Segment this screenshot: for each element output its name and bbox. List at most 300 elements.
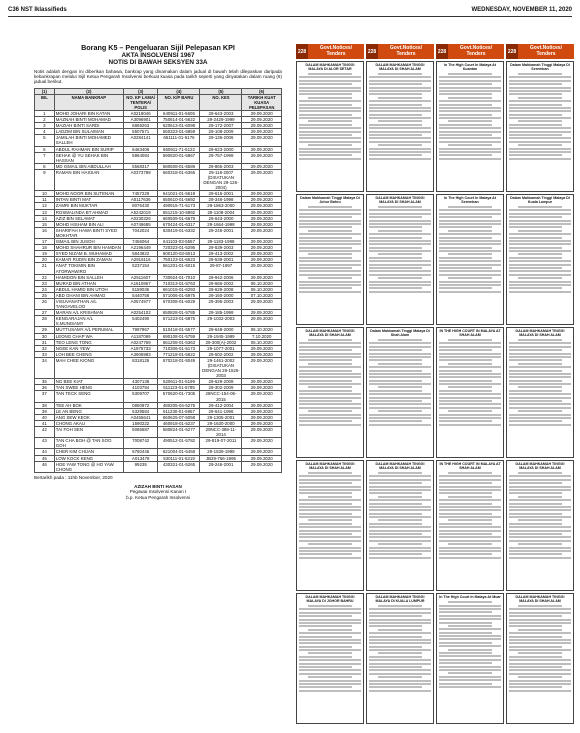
text-line	[448, 230, 491, 232]
legal-notice	[366, 194, 434, 325]
text-line	[518, 339, 561, 341]
text-line	[439, 662, 492, 664]
text-line	[439, 420, 492, 422]
section-label-line: Tenders	[466, 50, 486, 57]
text-line	[369, 281, 431, 283]
text-line	[369, 646, 422, 648]
text-line	[369, 420, 422, 422]
column-header: TARIKH KUAT KUASA PELEPASAN	[242, 94, 282, 110]
text-line	[378, 277, 421, 279]
table-cell: 29-1183-1998	[200, 239, 242, 245]
text-line	[509, 76, 571, 78]
text-line	[509, 274, 571, 276]
text-line	[369, 499, 431, 501]
table-cell: 650610-01-5692	[158, 197, 200, 203]
text-line	[509, 420, 562, 422]
text-line	[509, 240, 571, 242]
text-line	[299, 104, 352, 106]
table-cell: 20	[35, 257, 55, 263]
text-line	[439, 213, 501, 215]
table-cell: A0117636	[123, 197, 158, 203]
text-line	[299, 557, 361, 559]
text-line	[299, 680, 361, 682]
text-line	[378, 386, 421, 388]
table-cell: 29-136-2006	[200, 135, 242, 146]
text-line	[299, 499, 361, 501]
text-line	[369, 243, 431, 245]
table-cell: 29-2429-1999	[200, 117, 242, 123]
text-line	[509, 93, 562, 95]
table-cell: 29.09.2020	[242, 203, 282, 209]
table-cell: 621004-01-6458	[158, 449, 200, 455]
text-line	[299, 663, 361, 665]
text-line	[439, 353, 501, 355]
text-line	[439, 87, 501, 89]
text-line	[299, 536, 361, 538]
text-line	[509, 403, 571, 405]
text-line	[518, 386, 561, 388]
column-header: NO. K/P BARU	[158, 94, 200, 110]
text-line	[308, 97, 351, 99]
text-line	[439, 526, 501, 528]
notice-section: NOTIS DI BAWAH SEKSYEN 33A	[108, 59, 208, 66]
text-line	[378, 605, 421, 607]
text-line	[299, 642, 361, 644]
text-line	[369, 482, 422, 484]
table-cell: INTAN BINTI MAT	[54, 197, 123, 203]
table-cell: 29.09.2020	[242, 135, 282, 146]
text-line	[369, 540, 431, 542]
table-cell: 29-412-2004	[200, 402, 242, 408]
legal-notice	[296, 593, 364, 724]
text-line	[439, 536, 501, 538]
table-cell: 641021-01-5619	[158, 191, 200, 197]
table-cell: 670424-01-6317	[158, 221, 200, 227]
text-line	[518, 543, 561, 545]
table-cell: 580508-01-5589	[158, 163, 200, 169]
table-cell: 29.09.2020	[242, 257, 282, 263]
legal-notice-title: DALAM MAHKAMAH TINGGI MALAYA DI SHAH ALAM	[515, 595, 565, 603]
text-line	[509, 151, 571, 153]
notice-act: AKTA INSOLVENSI 1967	[121, 52, 195, 59]
table-cell: 99235	[123, 461, 158, 472]
text-line	[308, 676, 351, 678]
text-line	[369, 226, 422, 228]
text-line	[299, 636, 352, 638]
notice-body-text	[369, 206, 431, 293]
text-line	[369, 154, 422, 156]
legal-notice-title: DALAM MAHKAMAH TINGGI MALAYA DI SHAH ALAM	[305, 462, 355, 470]
text-line	[518, 97, 561, 99]
table-cell: 29-629-2008	[200, 286, 242, 292]
text-line	[439, 628, 501, 630]
text-line	[299, 639, 361, 641]
text-line	[378, 496, 421, 498]
text-line	[518, 230, 561, 232]
text-line	[369, 291, 431, 293]
text-line	[439, 417, 501, 419]
table-cell: 29.09.2020	[242, 245, 282, 251]
text-line	[299, 659, 361, 661]
text-line	[308, 144, 351, 146]
text-line	[509, 492, 562, 494]
text-line	[299, 291, 361, 293]
text-line	[439, 267, 492, 269]
text-line	[299, 475, 361, 477]
text-line	[509, 489, 571, 491]
legal-notice-title: DALAM MAHKAMAH TINGGI MALAYA DI SHAH ALAM	[375, 462, 425, 470]
notice-body-text	[509, 472, 571, 559]
legal-notice-title: IN THE HIGH COURT IN MALAYA AT SHAH ALAM	[439, 462, 501, 470]
text-line	[299, 117, 361, 119]
text-line	[308, 605, 351, 607]
table-cell: A3906983	[123, 351, 158, 357]
table-cell: 15	[35, 221, 55, 227]
text-line	[509, 223, 571, 225]
section-label-line: Tenders	[326, 50, 346, 57]
column-number: (5)	[200, 88, 242, 94]
text-line	[448, 277, 491, 279]
text-line	[299, 649, 361, 651]
text-line	[439, 237, 492, 239]
text-line	[299, 533, 352, 535]
text-line	[509, 141, 571, 143]
text-line	[299, 356, 361, 358]
table-cell: 7457229	[123, 191, 158, 197]
text-line	[509, 220, 571, 222]
text-line	[509, 639, 571, 641]
text-line	[299, 619, 361, 621]
table-cell: 29	[35, 327, 55, 333]
text-line	[509, 216, 562, 218]
text-line	[439, 243, 501, 245]
notice-body-text	[509, 605, 571, 692]
text-line	[299, 414, 361, 416]
text-line	[369, 612, 431, 614]
notice-body-text	[439, 339, 501, 426]
text-line	[439, 264, 501, 266]
table-cell: 570620-01-7305	[158, 391, 200, 402]
text-line	[369, 370, 422, 372]
text-line	[448, 97, 491, 99]
text-line	[299, 131, 361, 133]
text-line	[299, 400, 352, 402]
text-line	[509, 373, 571, 375]
text-line	[378, 543, 421, 545]
legal-notice	[366, 460, 434, 591]
text-line	[369, 83, 422, 85]
table-cell: A0284141	[123, 135, 158, 146]
text-line	[369, 509, 431, 511]
text-line	[439, 516, 501, 518]
text-line	[369, 87, 431, 89]
table-cell: 3	[35, 123, 55, 129]
text-line	[509, 107, 571, 109]
table-cell: 29.09.2020	[242, 402, 282, 408]
text-line	[439, 506, 501, 508]
text-line	[439, 635, 501, 637]
text-line	[299, 632, 361, 634]
text-line	[439, 553, 492, 555]
text-line	[299, 479, 361, 481]
table-cell: 29.09.2020	[242, 438, 282, 449]
text-line	[509, 124, 562, 126]
text-line	[299, 530, 361, 532]
column-header: BIL	[35, 94, 55, 110]
legal-notice	[366, 593, 434, 724]
table-cell: TAN TECK SENG	[54, 391, 123, 402]
text-line	[369, 267, 422, 269]
text-line	[439, 499, 501, 501]
table-cell: LE AN BENG	[54, 408, 123, 414]
table-cell: 29-1863-2000	[200, 203, 242, 209]
table-cell: 29.09.2020	[242, 461, 282, 472]
table-cell: 29.09.2020	[242, 408, 282, 414]
text-line	[439, 151, 501, 153]
text-line	[308, 410, 351, 412]
text-line	[509, 509, 571, 511]
table-cell: 29-1461-2002 (DISATUKAN DENGAN 29-1526-2003	[200, 357, 242, 378]
table-cell: 42	[35, 427, 55, 438]
section-label-line: Govt.Notices/	[459, 44, 493, 51]
text-line	[509, 80, 571, 82]
text-line	[299, 486, 361, 488]
table-cell: TEO LENG TONG	[54, 339, 123, 345]
text-line	[299, 247, 352, 249]
table-cell: 44	[35, 449, 55, 455]
table-cell: 29.09.2020	[242, 117, 282, 123]
legal-notice	[436, 61, 504, 192]
text-line	[299, 226, 352, 228]
table-cell: 29-539-2003	[200, 245, 242, 251]
text-line	[509, 233, 571, 235]
text-line	[369, 424, 431, 426]
legal-notice-title: IN THE HIGH COURT IN MALAYA AT SHAH ALAM	[439, 329, 501, 337]
table-cell: 530111-01-5319	[158, 455, 200, 461]
table-cell: 651215-10-5892	[158, 209, 200, 215]
text-line	[509, 536, 571, 538]
table-cell: KAMAR RUDIN BIN ZAMAN	[54, 257, 123, 263]
legal-notice-title: DALAM MAHKAMAH TINGGI MALAYA DI JOHOR BAHRU	[305, 595, 355, 603]
text-line	[509, 636, 562, 638]
text-line	[369, 209, 431, 211]
text-line	[509, 281, 571, 283]
text-line	[299, 390, 352, 392]
text-line	[378, 97, 421, 99]
text-line	[308, 73, 351, 75]
table-cell: 660509-01-6679	[158, 215, 200, 221]
classified-column	[436, 44, 504, 724]
text-line	[299, 148, 361, 150]
text-line	[369, 686, 422, 688]
text-line	[299, 376, 361, 378]
text-line	[439, 683, 492, 685]
text-line	[518, 519, 561, 521]
table-cell: 29-87-1997	[200, 263, 242, 274]
table-cell: 561201-01-5015	[158, 263, 200, 274]
text-line	[369, 503, 422, 505]
text-line	[308, 277, 351, 279]
text-line	[439, 615, 501, 617]
table-cell: 22	[35, 274, 55, 280]
legal-notice-title: DALAM MAHKAMAH TINGGI MALAYA DI SHAH ALAM	[515, 329, 565, 337]
text-line	[369, 526, 431, 528]
text-line	[369, 397, 431, 399]
legal-notice	[436, 327, 504, 458]
text-line	[299, 281, 361, 283]
table-cell: LOW KOCK KENG	[54, 455, 123, 461]
text-line	[299, 134, 352, 136]
text-line	[308, 519, 351, 521]
text-line	[369, 260, 431, 262]
text-line	[509, 523, 562, 525]
table-cell: 29.09.2020	[242, 152, 282, 163]
table-cell: 29-1945-1999	[200, 333, 242, 339]
text-line	[439, 83, 492, 85]
table-cell: MOHD HISHAM BIN ALI	[54, 221, 123, 227]
table-cell: A0373788	[123, 169, 158, 190]
text-line	[369, 148, 431, 150]
text-line	[369, 359, 422, 361]
text-line	[439, 80, 501, 82]
text-line	[299, 615, 352, 617]
table-cell: 7042024	[123, 227, 158, 238]
legal-notice	[296, 61, 364, 192]
text-line	[439, 475, 501, 477]
table-cell: 710313-01-5763	[158, 280, 200, 286]
text-line	[299, 274, 361, 276]
text-line	[439, 383, 501, 385]
table-cell: 9	[35, 169, 55, 190]
text-line	[299, 353, 361, 355]
text-line	[299, 383, 361, 385]
table-cell: ZAMRI BIN MUKTAR	[54, 203, 123, 209]
table-cell: A2511607	[123, 274, 158, 280]
table-cell: 29.09.2020	[242, 455, 282, 461]
text-line	[439, 127, 501, 129]
text-line	[509, 424, 571, 426]
table-cell: 29.09.2020	[242, 274, 282, 280]
text-line	[509, 87, 571, 89]
table-cell: 2	[35, 117, 55, 123]
text-line	[369, 284, 431, 286]
text-line	[369, 131, 431, 133]
text-line	[369, 533, 422, 535]
text-line	[509, 486, 571, 488]
text-line	[439, 356, 501, 358]
text-line	[448, 519, 491, 521]
text-line	[439, 424, 501, 426]
text-line	[378, 73, 421, 75]
text-line	[509, 553, 562, 555]
table-cell: A5242019	[123, 209, 158, 215]
text-line	[369, 346, 431, 348]
text-line	[369, 110, 431, 112]
notice-body-text	[299, 206, 361, 293]
table-cell: 720323-01-5295	[158, 245, 200, 251]
text-line	[308, 253, 351, 255]
table-cell: MOHD NOOR BIN SUTENAN	[54, 191, 123, 197]
table-cell: 5843822	[123, 251, 158, 257]
text-line	[509, 154, 562, 156]
text-line	[299, 686, 352, 688]
section-label	[378, 46, 434, 57]
text-line	[509, 659, 571, 661]
text-line	[369, 608, 431, 610]
table-cell: HOE YAW TONG @ HO YAW CHONG	[54, 461, 123, 472]
text-line	[299, 509, 361, 511]
text-line	[509, 370, 562, 372]
text-line	[439, 260, 501, 262]
text-line	[299, 492, 352, 494]
notice-title: Borang K5 – Pengeluaran Sijil Pelepasan KPI	[81, 44, 235, 52]
text-line	[439, 366, 501, 368]
table-cell: 27	[35, 310, 55, 316]
text-line	[369, 669, 431, 671]
text-line	[509, 90, 571, 92]
text-line	[299, 141, 361, 143]
text-line	[518, 206, 561, 208]
text-line	[509, 346, 571, 348]
table-cell: 29.09.2020	[242, 251, 282, 257]
table-cell: 630419-01-6332	[158, 227, 200, 238]
text-line	[369, 547, 431, 549]
table-cell: 29.09.2020	[242, 351, 282, 357]
table-cell: 5309707	[123, 391, 158, 402]
table-cell: 29-641-1996	[200, 408, 242, 414]
notice-body-text	[439, 601, 501, 688]
text-line	[369, 649, 431, 651]
text-line	[369, 100, 431, 102]
table-cell: 29.09.2020	[242, 197, 282, 203]
text-line	[299, 243, 361, 245]
table-cell: JAMILAH BINTI MOHAMED SALLEH	[54, 135, 123, 146]
table-cell: MUTTUSAMY A/L PERUMAL	[54, 327, 123, 333]
text-line	[369, 417, 431, 419]
table-cell: 06.10.2020	[242, 280, 282, 286]
text-line	[439, 482, 492, 484]
text-line	[509, 342, 571, 344]
text-line	[509, 612, 571, 614]
text-line	[369, 506, 431, 508]
text-line	[439, 107, 501, 109]
table-cell: VISUVANATHAN A/L TANGAVELOO	[54, 298, 123, 309]
text-line	[509, 287, 562, 289]
table-cell: 29-395-2003	[200, 298, 242, 309]
text-line	[439, 346, 501, 348]
text-line	[439, 209, 501, 211]
table-cell: A0218046	[123, 110, 158, 116]
legal-notice-title: Dalam Mahkamah Tinggi Malaya Di Johor Bahru	[300, 196, 360, 204]
text-line	[509, 530, 571, 532]
text-line	[308, 120, 351, 122]
column-number: (6)	[242, 88, 282, 94]
table-cell: 29.09.2020	[242, 427, 282, 438]
text-line	[509, 407, 571, 409]
table-cell: 29-346-1998	[200, 197, 242, 203]
text-line	[299, 370, 352, 372]
text-line	[299, 683, 361, 685]
text-line	[439, 557, 501, 559]
text-line	[299, 124, 352, 126]
text-line	[299, 359, 352, 361]
text-line	[439, 686, 501, 688]
text-line	[509, 117, 571, 119]
table-cell: 19	[35, 251, 55, 257]
table-cell: 29-865-2003	[200, 163, 242, 169]
table-row	[35, 438, 282, 449]
text-line	[299, 237, 352, 239]
